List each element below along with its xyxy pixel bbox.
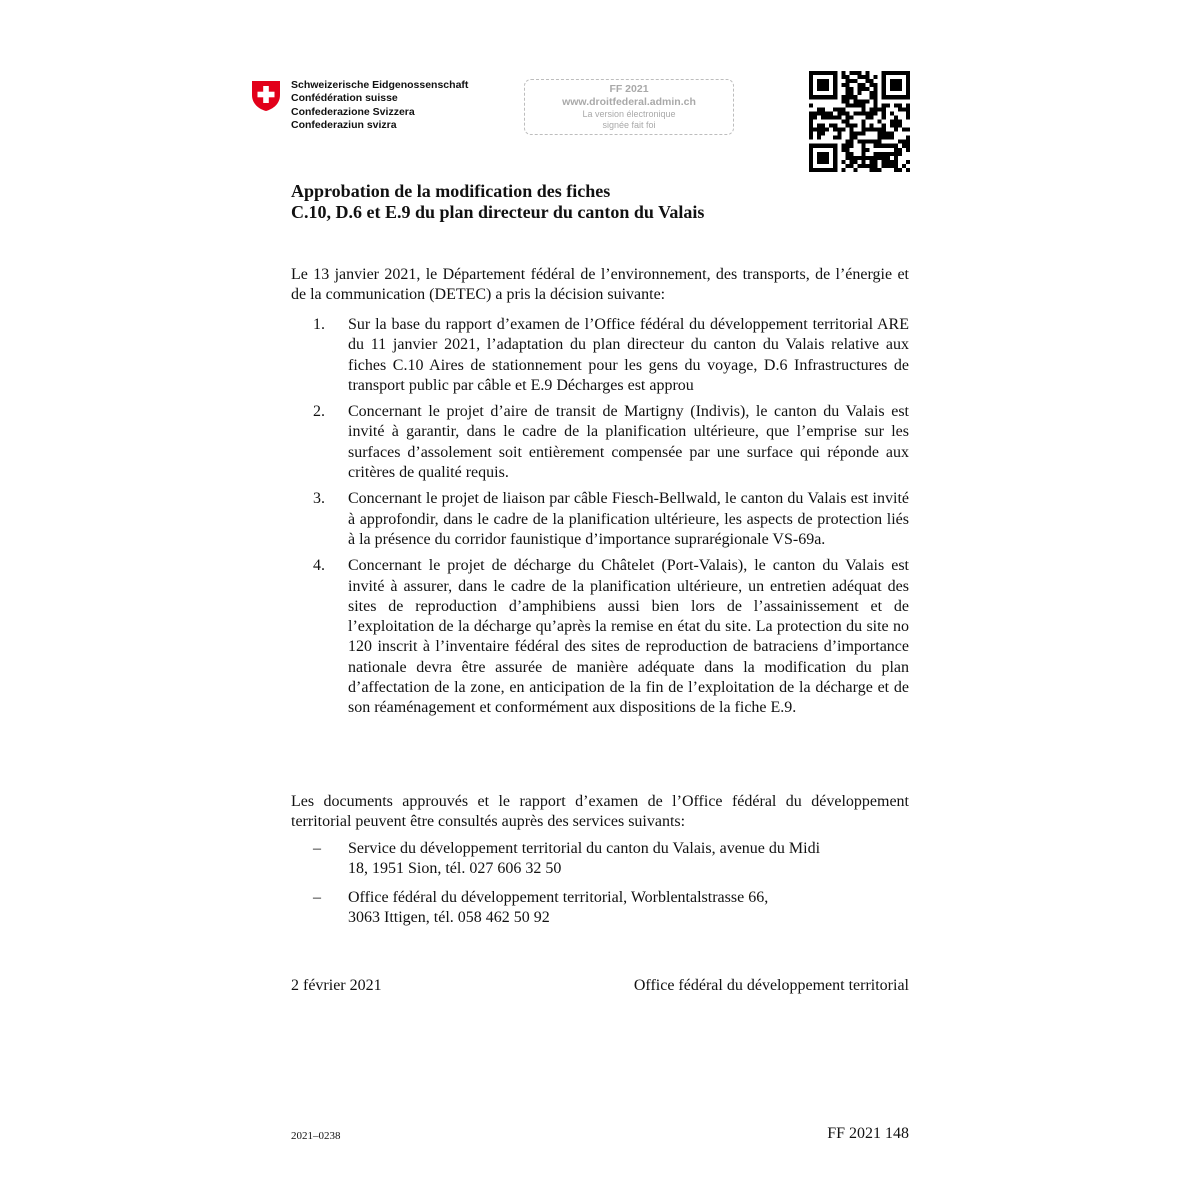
service-line-1: Office fédéral du développement territorial, Worblentalstrasse 66, [348, 888, 769, 906]
title-line-1: Approbation de la modification des fiches [291, 181, 611, 201]
list-item-number: 2. [313, 403, 325, 421]
signature-date: 2 février 2021 [291, 977, 382, 994]
stamp-ff: FF 2021 [609, 83, 649, 95]
service-item [291, 888, 909, 929]
confederation-name-it: Confederazione Svizzera [291, 105, 415, 118]
intro-paragraph: Le 13 janvier 2021, le Département fédéral de l’environnement, des transports, de l’énergie et de la communication (DETEC) a pris la décision suivante: [291, 266, 909, 304]
page-title [291, 181, 931, 223]
services-list [291, 839, 909, 936]
ff-page-number: FF 2021 148 [827, 1125, 909, 1142]
confederation-name-rm: Confederaziun svizra [291, 118, 397, 131]
documents-paragraph: Les documents approuvés et le rapport d’examen de l’Office fédéral du développement territorial peuvent être consultés auprès des services suivants: [291, 793, 909, 831]
stamp-note-1: La version électronique [582, 109, 676, 119]
signature-office: Office fédéral du développement territorial [633, 977, 909, 994]
confederation-name-de: Schweizerische Eidgenossenschaft [291, 79, 469, 91]
service-item [291, 839, 909, 880]
list-item-text: Sur la base du rapport d’examen de l’Office fédéral du développement territorial ARE du 11 janvier 2021, l’adaptation du plan directeur du canton du Valais relative aux fiches C.10 Aires de stationnement pour les gens du voyage, D.6 Infrastructures de transport public par câble et E.9 Décharges est approu [348, 316, 909, 394]
list-item [291, 489, 909, 550]
qr-code-icon [809, 71, 910, 172]
list-item-text: Concernant le projet de décharge du Châtelet (Port-Valais), le canton du Valais est invité à assurer, dans le cadre de la planification ultérieure, un entretien adéquat des sites de reproduction d’amphibiens aussi bien lors de l’assainissement et de l’exploitation de la décharge qu’après la remise en état du site. La protection du site no 120 inscrit à l’inventaire fédéral des sites de reproduction de batraciens d’importance nationale devra être assurée de manière adéquate dans la modification du plan d’affectation de la zone, en anticipation de la fin de l’exploitation de la décharge et de son réaménagement et conformément aux dispositions de la fiche E.9. [348, 557, 909, 717]
service-dash: – [313, 840, 321, 857]
list-item [291, 556, 909, 718]
decision-list [291, 315, 909, 725]
list-item-text: Concernant le projet de liaison par câble Fiesch-Bellwald, le canton du Valais est invité à approfondir, dans le cadre de la planification ultérieure, les aspects de protection liés à la présence du corridor faunistique d’importance suprarégionale VS-69a. [348, 490, 909, 548]
list-item-number: 1. [313, 316, 325, 333]
title-line-2: C.10, D.6 et E.9 du plan directeur du canton du Valais [291, 202, 705, 222]
service-dash: – [313, 888, 321, 906]
service-line-1: Service du développement territorial du canton du Valais, avenue du Midi [348, 840, 821, 857]
list-item-number: 3. [313, 490, 325, 508]
list-item-text: Concernant le projet d’aire de transit de Martigny (Indivis), le canton du Valais est invité à garantir, dans le cadre de la planification ultérieure, que l’emprise sur les surfaces d’assolement soit entièrement compensée par une surface qui réponde aux critères de qualité requis. [348, 403, 909, 482]
list-item [291, 315, 909, 396]
service-line-2: 18, 1951 Sion, tél. 027 606 32 50 [348, 860, 562, 878]
confederation-name-fr: Confédération suisse [291, 92, 398, 105]
electronic-version-stamp [524, 79, 734, 135]
stamp-url: www.droitfederal.admin.ch [562, 96, 696, 108]
stamp-note-2: signée fait foi [602, 120, 656, 130]
service-line-2: 3063 Ittigen, tél. 058 462 50 92 [348, 908, 550, 926]
document-reference: 2021–0238 [291, 1130, 341, 1142]
confederation-names [291, 79, 468, 132]
list-item [291, 402, 909, 483]
swiss-cross-icon [251, 80, 281, 112]
list-item-number: 4. [313, 557, 325, 575]
